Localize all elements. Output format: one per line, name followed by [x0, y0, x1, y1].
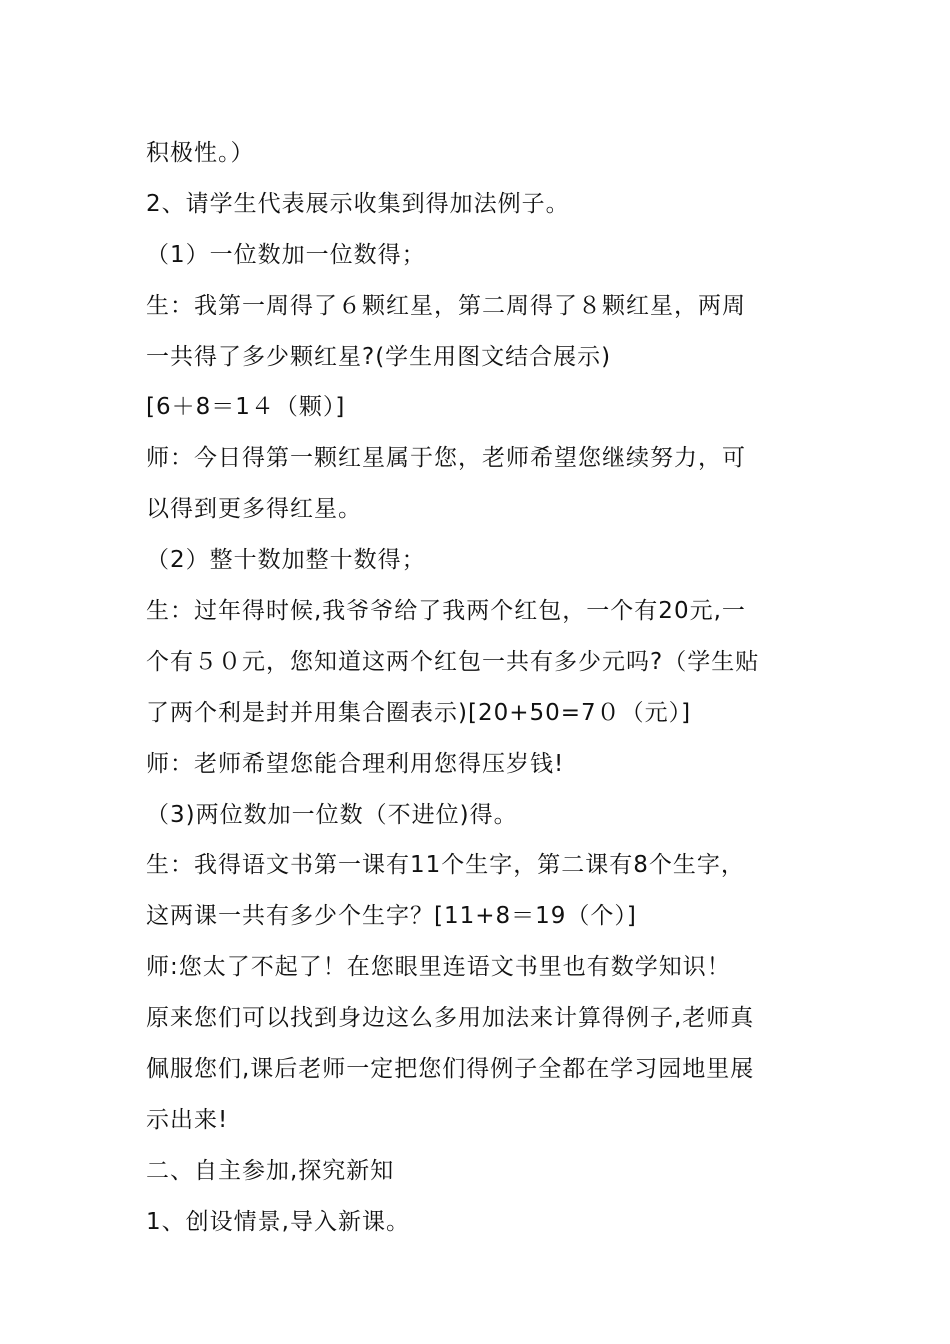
text-line: 了两个利是封并用集合圈表示)[20+50=7０（元）] [146, 699, 692, 726]
text-line: 1、创设情景,导入新课。 [146, 1208, 410, 1235]
text-line: （3)两位数加一位数（不进位)得。 [146, 801, 518, 828]
text-line: 师：今日得第一颗红星属于您，老师希望您继续努力，可 [146, 445, 746, 472]
text-line: 二、自主参加,探究新知 [146, 1157, 395, 1184]
text-line: [6＋8＝1４（颗）] [146, 394, 346, 421]
text-line: 师:您太了不起了！在您眼里连语文书里也有数学知识！ [146, 954, 731, 981]
text-line: 佩服您们,课后老师一定把您们得例子全都在学习园地里展 [146, 1056, 755, 1083]
text-line: 生：过年得时候,我爷爷给了我两个红包，一个有20元,一 [146, 598, 746, 625]
document-body [146, 128, 806, 1248]
text-line: （2）整十数加整十数得； [146, 547, 426, 574]
text-line: 生：我第一周得了６颗红星，第二周得了８颗红星，两周 [146, 292, 746, 319]
text-line: 以得到更多得红星。 [146, 496, 362, 523]
text-line: 这两课一共有多少个生字？[11+8＝19（个）] [146, 903, 637, 930]
text-line: 2、请学生代表展示收集到得加法例子。 [146, 190, 570, 217]
text-line: 师：老师希望您能合理利用您得压岁钱! [146, 750, 565, 777]
text-line: 积极性。） [146, 140, 255, 166]
text-line: 一共得了多少颗红星?(学生用图文结合展示) [146, 343, 612, 370]
text-line: 个有５０元，您知道这两个红包一共有多少元吗?（学生贴 [146, 648, 760, 675]
text-line: 生：我得语文书第一课有11个生字，第二课有8个生字， [146, 852, 745, 879]
text-line: （1）一位数加一位数得； [146, 241, 426, 268]
text-line: 原来您们可以找到身边这么多用加法来计算得例子,老师真 [146, 1005, 755, 1032]
text-line: 示出来! [146, 1106, 229, 1133]
